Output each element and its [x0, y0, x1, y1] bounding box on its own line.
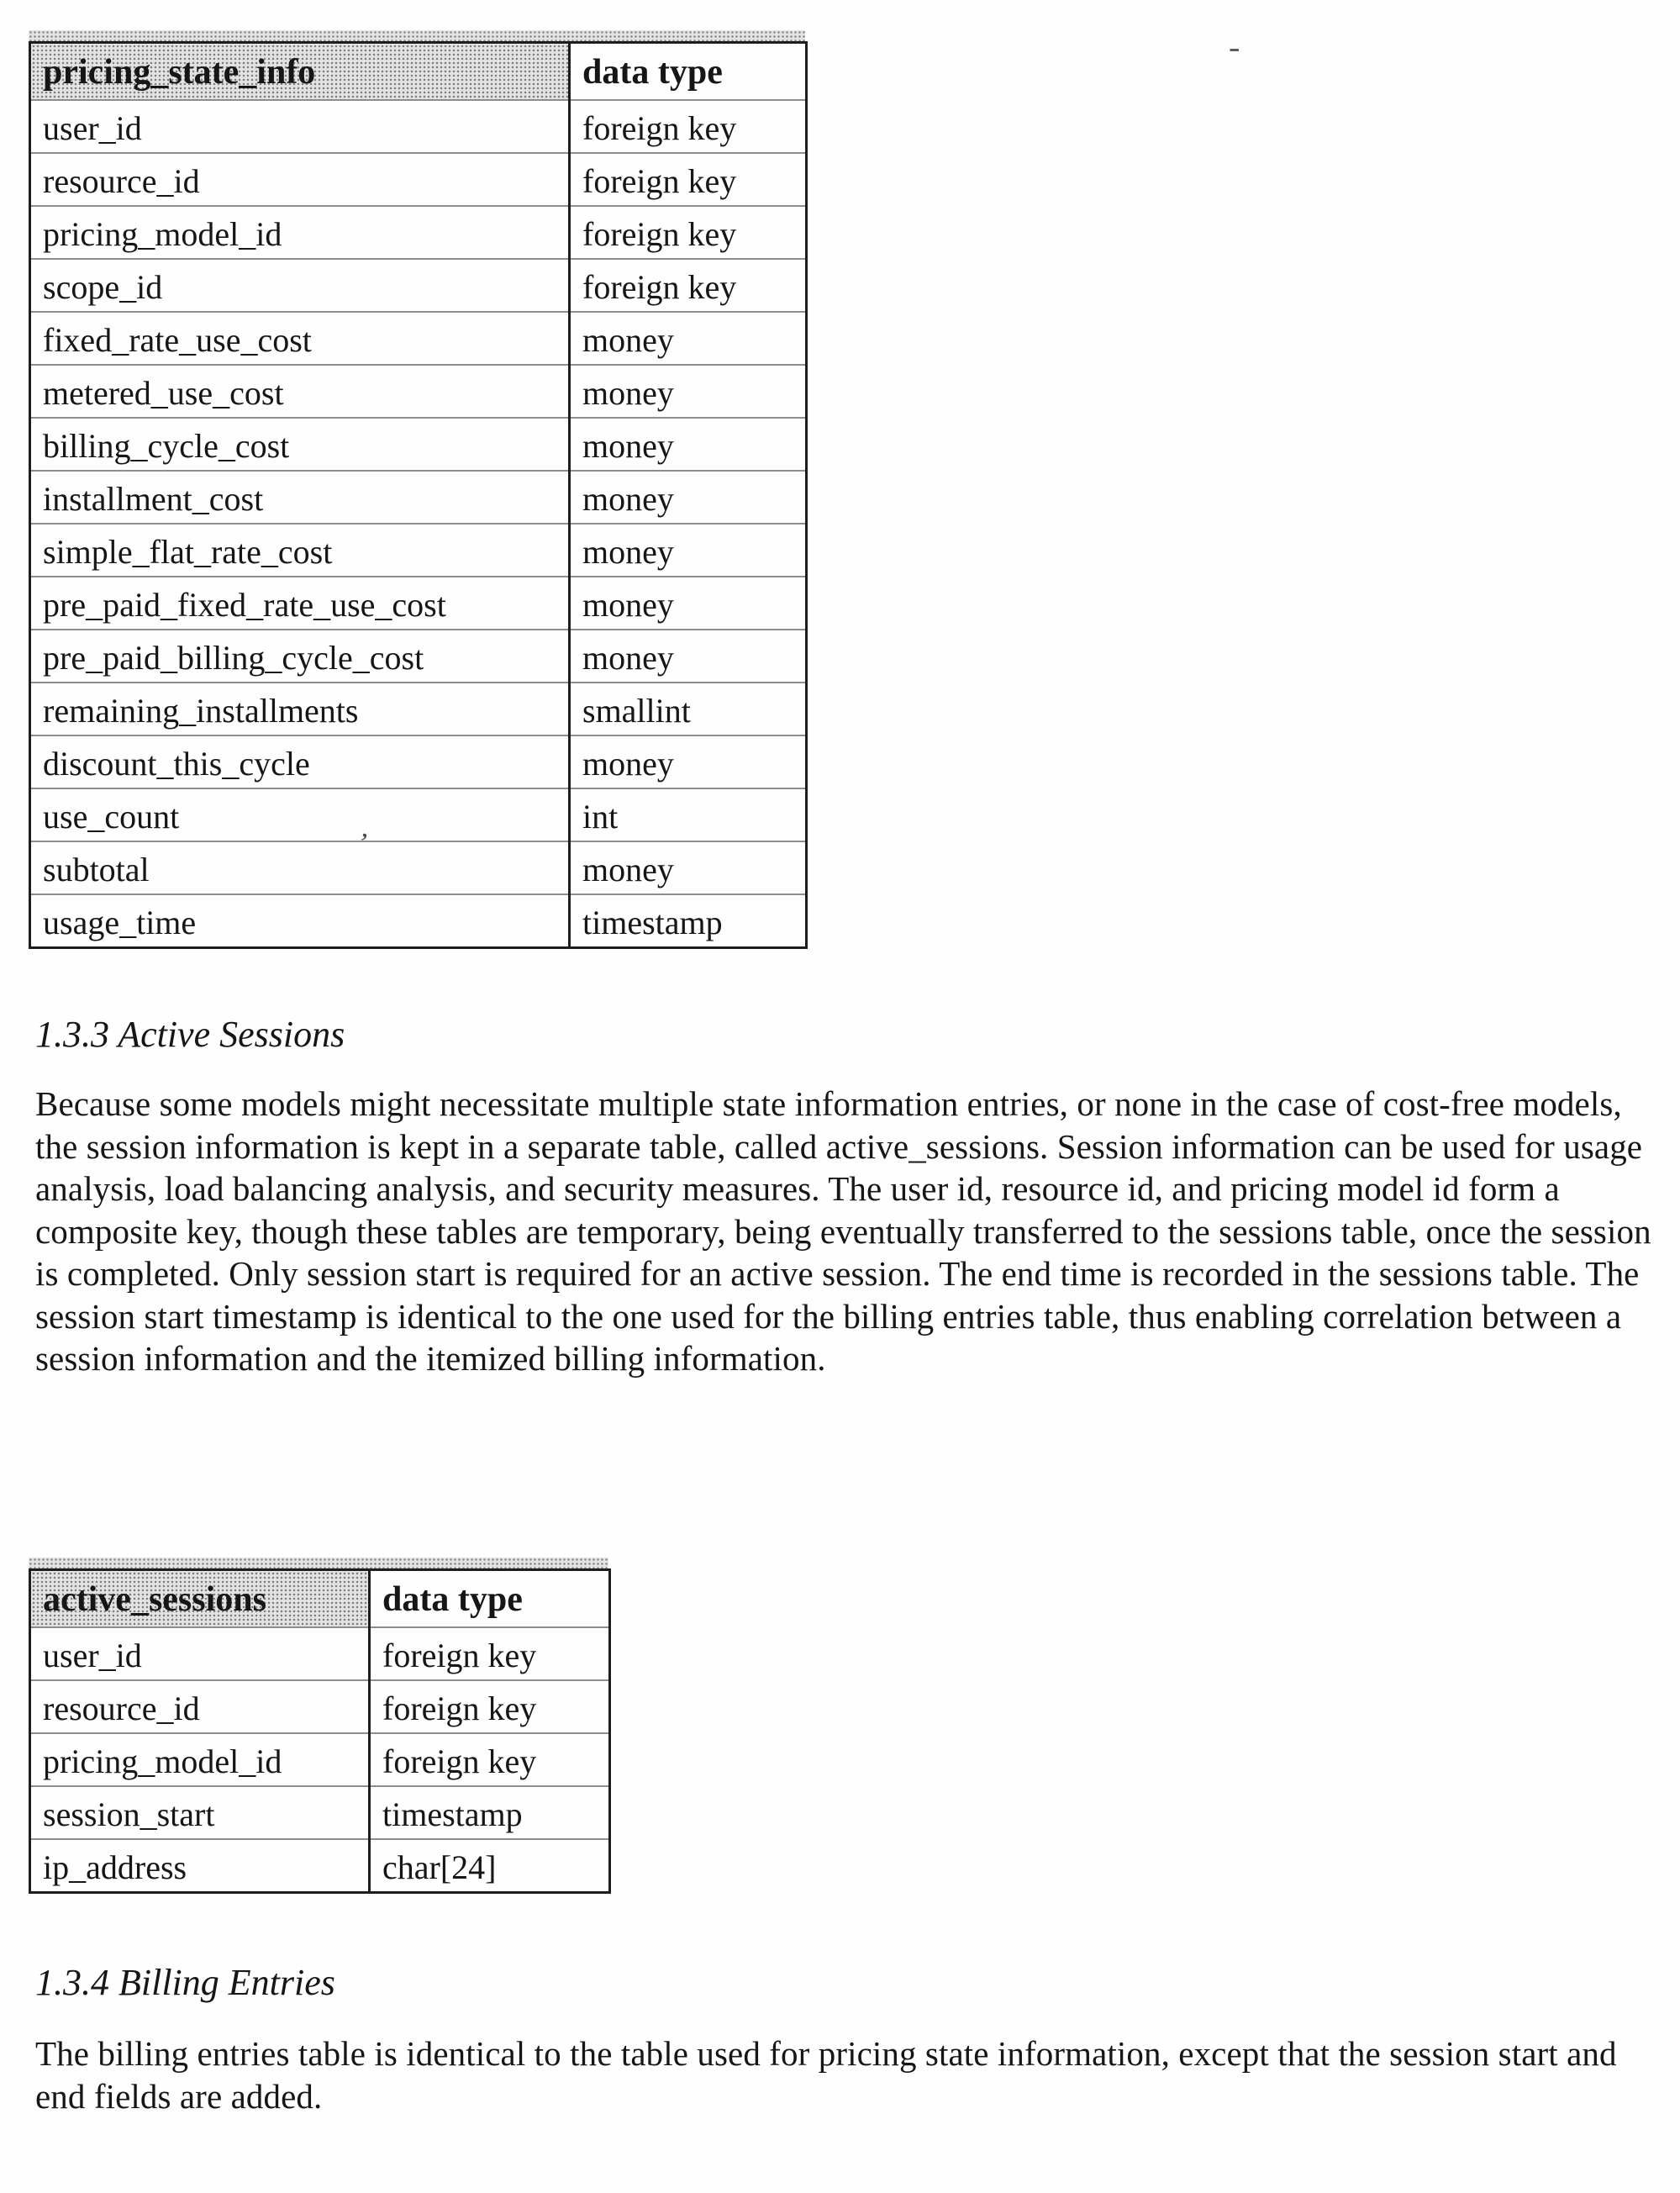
field-name-cell: billing_cycle_cost	[30, 418, 570, 471]
table-row	[30, 312, 807, 365]
data-type-cell: timestamp	[370, 1786, 610, 1839]
section-heading-billing-entries: 1.3.4 Billing Entries	[35, 1962, 335, 2003]
pricing-state-info-table	[29, 30, 805, 949]
data-type-cell: money	[570, 418, 807, 471]
table-body	[30, 100, 807, 948]
field-name-cell: remaining_installments	[30, 683, 570, 735]
section-heading-active-sessions: 1.3.3 Active Sessions	[35, 1014, 345, 1055]
data-type-cell: char[24]	[370, 1839, 610, 1893]
table-row	[30, 365, 807, 418]
data-type-cell: money	[570, 471, 807, 524]
schema-table	[29, 1568, 611, 1894]
data-type-cell: money	[570, 841, 807, 894]
field-name-cell: use_count	[30, 788, 570, 841]
data-type-cell: foreign key	[570, 100, 807, 153]
table-row	[30, 206, 807, 259]
table-row	[30, 1786, 610, 1839]
field-name-cell: metered_use_cost	[30, 365, 570, 418]
active-sessions-paragraph: Because some models might necessitate multiple state information entries, or none in the case of cost-free models, the session information is kept in a separate table, called active_sessions. Session information can be used for usage analysis, load balancing analysis, and security measures. The user id, resource id, and pricing model id form a composite key, though these tables are temporary, being eventually transferred to the sessions table, once the session is completed. Only session start is required for an active session. The end time is recorded in the sessions table. The session start timestamp is identical to the one used for the billing entries table, thus enabling correlation between a session information and the itemized billing information.	[35, 1084, 1651, 1378]
field-name-cell: pre_paid_fixed_rate_use_cost	[30, 577, 570, 630]
table-row	[30, 577, 807, 630]
table-row	[30, 471, 807, 524]
table-top-stipple-strip	[29, 30, 805, 41]
field-name-cell: user_id	[30, 100, 570, 153]
table-row	[30, 418, 807, 471]
field-name-cell: fixed_rate_use_cost	[30, 312, 570, 365]
table-title-cell: active_sessions	[30, 1570, 370, 1628]
table-row	[30, 1733, 610, 1786]
field-name-cell: resource_id	[30, 1680, 370, 1733]
data-type-cell: money	[570, 630, 807, 683]
data-type-cell: money	[570, 524, 807, 577]
data-type-cell: money	[570, 312, 807, 365]
scan-artifact-tick: ’	[355, 827, 371, 860]
field-name-cell: ip_address	[30, 1839, 370, 1893]
table-row	[30, 100, 807, 153]
table-header-row	[30, 1570, 610, 1628]
field-name-cell: subtotal	[30, 841, 570, 894]
table-row	[30, 894, 807, 948]
data-type-cell: foreign key	[370, 1733, 610, 1786]
field-name-cell: discount_this_cycle	[30, 735, 570, 788]
table-header-row	[30, 43, 807, 101]
field-name-cell: scope_id	[30, 259, 570, 312]
active-sessions-table	[29, 1558, 608, 1894]
data-type-cell: foreign key	[570, 206, 807, 259]
data-type-cell: foreign key	[570, 153, 807, 206]
table-row	[30, 153, 807, 206]
field-name-cell: usage_time	[30, 894, 570, 948]
table-row	[30, 630, 807, 683]
data-type-cell: money	[570, 735, 807, 788]
data-type-cell: foreign key	[370, 1680, 610, 1733]
field-name-cell: installment_cost	[30, 471, 570, 524]
data-type-cell: money	[570, 577, 807, 630]
table-row	[30, 735, 807, 788]
data-type-cell: foreign key	[370, 1627, 610, 1680]
data-type-cell: timestamp	[570, 894, 807, 948]
table-row	[30, 841, 807, 894]
table-row	[30, 788, 807, 841]
table-title-cell: pricing_state_info	[30, 43, 570, 101]
data-type-cell: int	[570, 788, 807, 841]
table-row	[30, 1680, 610, 1733]
field-name-cell: pricing_model_id	[30, 206, 570, 259]
table-row	[30, 259, 807, 312]
table-top-stipple-strip	[29, 1558, 608, 1568]
table-row	[30, 524, 807, 577]
schema-table	[29, 41, 808, 949]
table-body	[30, 1627, 610, 1893]
data-type-cell: smallint	[570, 683, 807, 735]
field-name-cell: resource_id	[30, 153, 570, 206]
data-type-cell: foreign key	[570, 259, 807, 312]
scan-artifact-dash: -	[1229, 28, 1240, 66]
field-name-cell: user_id	[30, 1627, 370, 1680]
field-name-cell: simple_flat_rate_cost	[30, 524, 570, 577]
data-type-header-cell: data type	[370, 1570, 610, 1628]
table-row	[30, 1839, 610, 1893]
table-row	[30, 1627, 610, 1680]
field-name-cell: pre_paid_billing_cycle_cost	[30, 630, 570, 683]
table-row	[30, 683, 807, 735]
data-type-cell: money	[570, 365, 807, 418]
billing-entries-paragraph: The billing entries table is identical to the table used for pricing state information, except that the session start and end fields are added.	[35, 2034, 1617, 2116]
field-name-cell: session_start	[30, 1786, 370, 1839]
field-name-cell: pricing_model_id	[30, 1733, 370, 1786]
data-type-header-cell: data type	[570, 43, 807, 101]
